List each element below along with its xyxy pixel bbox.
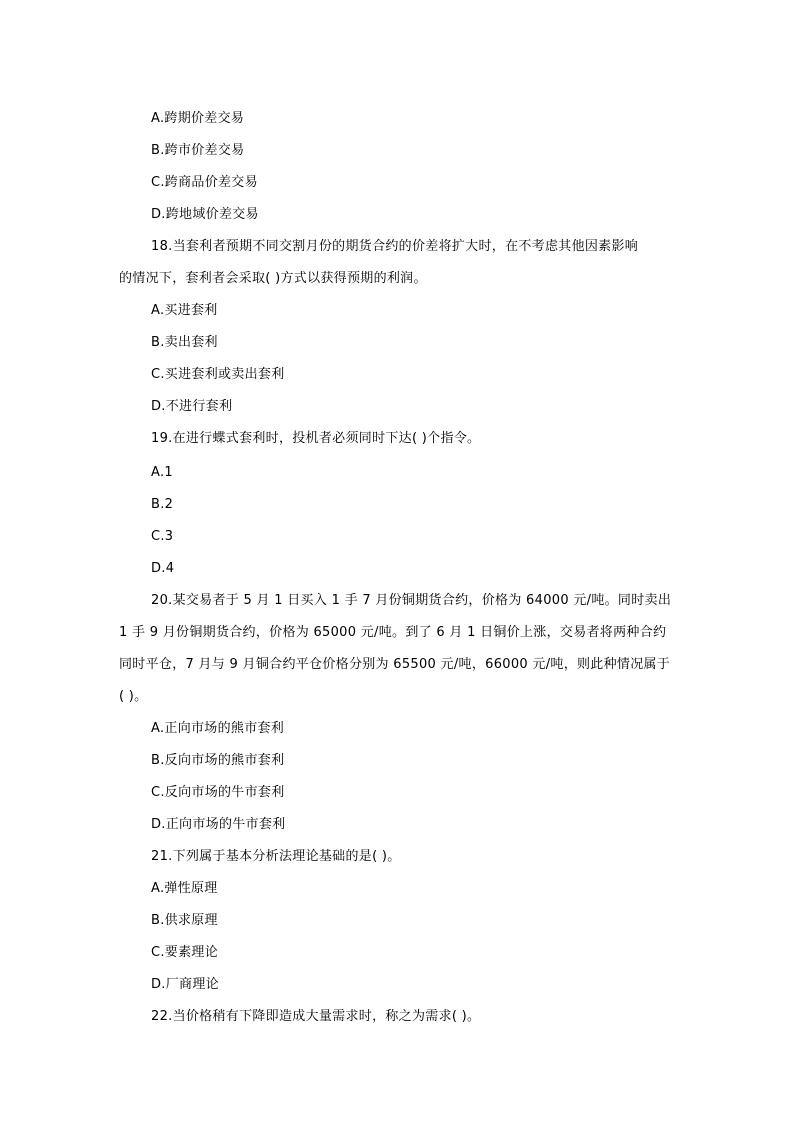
q18-question-line1: 18.当套利者预期不同交割月份的期货合约的价差将扩大时，在不考虑其他因素影响 <box>151 239 639 254</box>
q22-question-line1: 22.当价格稍有下降即造成大量需求时，称之为需求( )。 <box>151 1009 481 1024</box>
q20-option-a: A.正向市场的熊市套利 <box>151 721 285 736</box>
q19-option-b: B.2 <box>151 497 174 512</box>
q19-option-a: A.1 <box>151 465 173 480</box>
q18-option-a: A.买进套利 <box>151 303 218 318</box>
q21-option-b: B.供求原理 <box>151 913 218 928</box>
q18-option-c: C.买进套利或卖出套利 <box>151 367 285 382</box>
q19-option-d: D.4 <box>151 561 175 576</box>
q20-question-line1: 20.某交易者于 5 月 1 日买入 1 手 7 月份铜期货合约，价格为 64000 元/吨。同时卖出 <box>151 593 672 608</box>
q19-option-c: C.3 <box>151 529 174 544</box>
q20-question-line2: 1 手 9 月份铜期货合约，价格为 65000 元/吨。到了 6 月 1 日铜价上涨，交易者将两种合约 <box>119 625 667 640</box>
q17-option-c: C.跨商品价差交易 <box>151 175 258 190</box>
q20-question-line4: ( )。 <box>119 689 148 704</box>
q18-question-line2: 的情况下，套利者会采取( )方式以获得预期的利润。 <box>119 271 427 286</box>
q20-option-d: D.正向市场的牛市套利 <box>151 817 286 832</box>
q17-option-a: A.跨期价差交易 <box>151 111 245 126</box>
q17-option-d: D.跨地域价差交易 <box>151 207 259 222</box>
q20-question-line3: 同时平仓，7 月与 9 月铜合约平仓价格分别为 65500 元/吨，66000 元/吨，则此种情况属于 <box>119 657 671 672</box>
q20-option-c: C.反向市场的牛市套利 <box>151 785 285 800</box>
q17-option-b: B.跨市价差交易 <box>151 143 245 158</box>
q19-question-line1: 19.在进行蝶式套利时，投机者必须同时下达( )个指令。 <box>151 431 481 446</box>
q21-option-a: A.弹性原理 <box>151 881 218 896</box>
q21-option-d: D.厂商理论 <box>151 977 219 992</box>
q18-option-b: B.卖出套利 <box>151 335 218 350</box>
q20-option-b: B.反向市场的熊市套利 <box>151 753 285 768</box>
q21-question-line1: 21.下列属于基本分析法理论基础的是( )。 <box>151 849 401 864</box>
q18-option-d: D.不进行套利 <box>151 399 233 414</box>
q21-option-c: C.要素理论 <box>151 945 219 960</box>
